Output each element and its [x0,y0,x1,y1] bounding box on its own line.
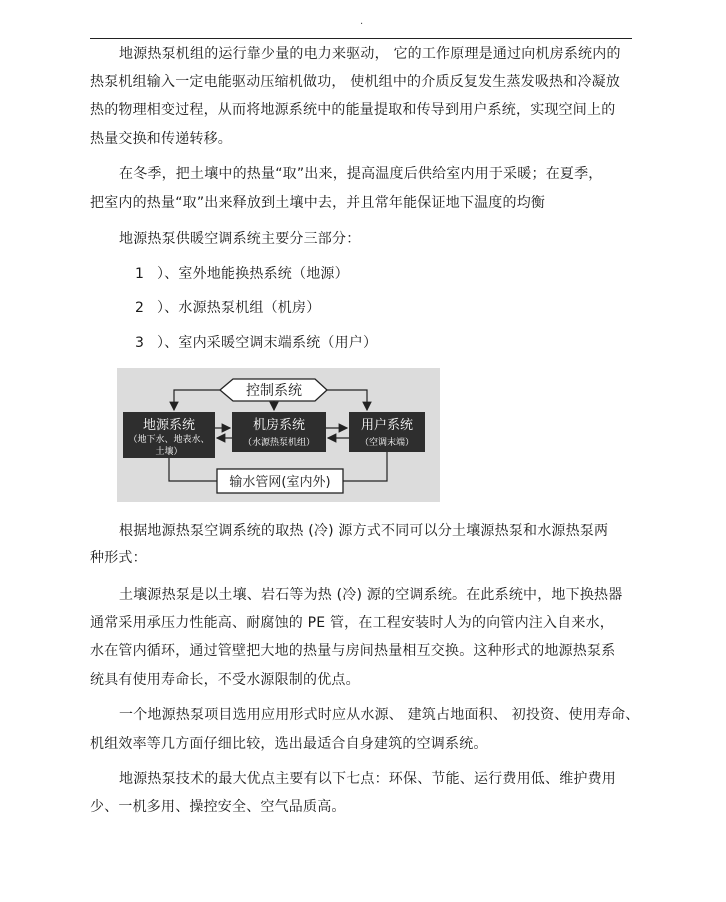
control-to-source-arrow [174,390,220,410]
p5-line-1: 土壤源热泵是以土壤、岩石等为热 (冷) 源的空调系统。在此系统中，地下换热器 [119,587,623,603]
p5-line-3: 水在管内循环，通过管壁把大地的热量与房间热量相互交换。这种形式的地源热泵系 [90,643,616,659]
user-title: 用户系统 [360,418,414,433]
p6-line-1: 一个地源热泵项目选用应用形式时应从水源、 建筑占地面积、 初投资、使用寿命、 [119,707,640,723]
p7-line-2: 少、一机多用、操控安全、空气品质高。 [90,799,346,815]
p1-line-3: 热的物理相变过程，从而将地源系统中的能量提取和传导到用户系统，实现空间上的 [90,102,616,118]
p3-line: 地源热泵供暖空调系统主要分三部分： [119,231,361,247]
header-rule [90,38,632,39]
list-item-1: ）、室外地能换热系统（地源） [157,266,349,282]
p1-line-2: 热泵机组输入一定电能驱动压缩机做功， 使机组中的介质反复发生蒸发吸热和冷凝放 [90,74,621,90]
p5-line-2: 通常采用承压力性能高、耐腐蚀的 PE 管，在工程安装时人为的向管内注入自来水， [90,615,614,631]
machine-sub: （水源热泵机组） [242,438,316,448]
p7-line-1: 地源热泵技术的最大优点主要有以下七点：环保、节能、运行费用低、维护费用 [119,771,616,787]
list-num-2: 2 [135,300,145,316]
list-num-3: 3 [135,335,145,351]
control-to-user-arrow [327,390,367,410]
source-sub-1: （地下水、地表水、 [128,435,210,445]
machine-title: 机房系统 [252,418,306,433]
p4-line-2: 种形式： [90,550,147,566]
list-num-1: 1 [135,266,145,282]
user-sub: （空调末端） [359,438,415,448]
p2-line-2: 把室内的热量“取”出来释放到土壤中去，并且常年能保证地下温度的均衡 [90,195,546,211]
p6-line-2: 机组效率等几方面仔细比较，选出最适合自身建筑的空调系统。 [90,736,488,752]
p1-line-4: 热量交换和传递转移。 [90,131,232,147]
pipe-label: 输水管网(室内外) [229,475,331,490]
list-item-2: ）、水源热泵机组（机房） [157,300,321,316]
p4-line-1: 根据地源热泵空调系统的取热 (冷) 源方式不同可以分土壤源热泵和水源热泵两 [119,523,609,539]
system-diagram [117,368,440,502]
control-label: 控制系统 [246,383,302,399]
p2-line-1: 在冬季，把土壤中的热量“取”出来，提高温度后供给室内用于采暖；在夏季， [119,166,603,182]
p1-line-1: 地源热泵机组的运行靠少量的电力来驱动， 它的工作原理是通过向机房系统内的 [119,46,621,62]
source-title: 地源系统 [142,418,196,433]
p5-line-4: 统具有使用寿命长，不受水源限制的优点。 [90,672,360,688]
system-diagram-svg [117,368,440,502]
source-sub-2: 土壤） [155,447,183,457]
user-to-pipe-line [343,452,387,481]
source-to-pipe-line [169,458,217,481]
header-mark: . [360,16,364,27]
list-item-3: ）、室内采暖空调末端系统（用户） [157,335,378,351]
